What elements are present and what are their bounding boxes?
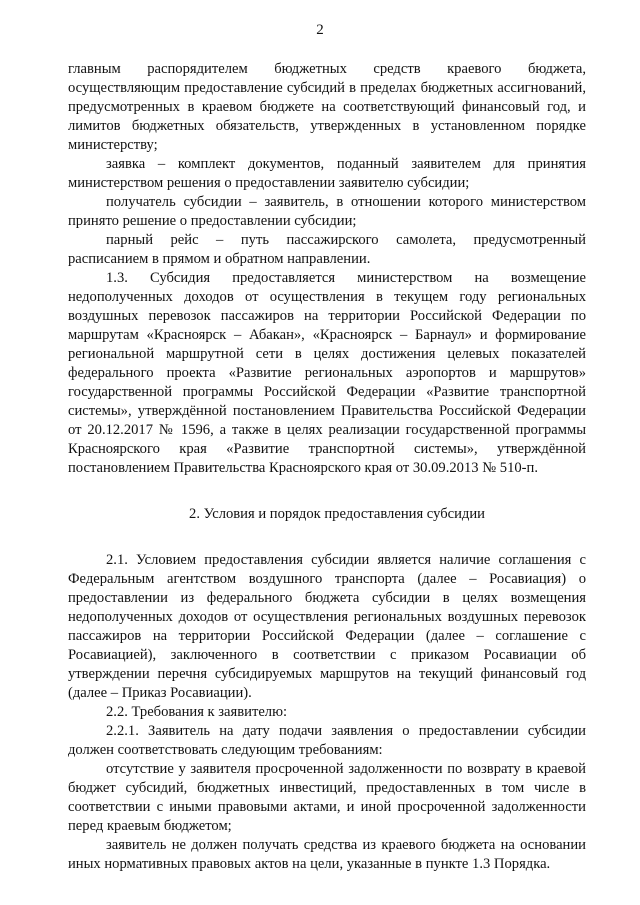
- section-heading: 2. Условия и порядок предоставления субсидии: [189, 506, 485, 522]
- page-number: 2: [316, 22, 324, 38]
- paragraph-requirement-no-other-funds: заявитель не должен получать средства из краевого бюджета на основании иных нормативных правовых актов на цели, указанные в пункте 1.3 Порядка.: [68, 837, 586, 872]
- paragraph-2-1: 2.1. Условием предоставления субсидии является наличие соглашения с Федеральным агентством воздушного транспорта (далее – Росавиация) о предоставлении из федерального бюджета субсидии в целях возмещения недополученных доходов от осуществления региональных воздушных перевозок пассажиров на территории Российской Федерации (далее – соглашение с Росавиацией), заключенного в соответствии с приказом Росавиации об утверждении перечня субсидируемых маршрутов на текущий финансовый год (далее – Приказ Росавиации).: [68, 552, 586, 701]
- paragraph-requirement-no-debt: отсутствие у заявителя просроченной задолженности по возврату в краевой бюджет субсидий, бюджетных инвестиций, предоставленных в том числе в соответствии с иными правовыми актами, и иной просроченной задолженности перед краевым бюджетом;: [68, 761, 586, 834]
- paragraph-recipient-definition: получатель субсидии – заявитель, в отношении которого министерством принято решение о предоставлении субсидии;: [68, 194, 586, 229]
- paragraph-paired-flight-definition: парный рейс – путь пассажирского самолета, предусмотренный расписанием в прямом и обратном направлении.: [68, 232, 586, 267]
- paragraph-1-3: 1.3. Субсидия предоставляется министерством на возмещение недополученных доходов от осуществления в текущем году региональных воздушных перевозок пассажиров на территории Российской Федерации по маршрутам «Красноярск – Абакан», «Красноярск – Барнаул» и формирование региональной маршрутной сети в целях достижения целевых показателей федерального проекта «Развитие региональных аэропортов и маршрутов» государственной программы Российской Федерации «Развитие транспортной системы», утверждённой постановлением Правительства Российской Федерации от 20.12.2017 № 1596, а также в целях реализации государственной программы Красноярского края «Развитие транспортной системы», утверждённой постановлением Правительства Красноярского края от 30.09.2013 № 510-п.: [68, 270, 586, 476]
- paragraph-2-2: 2.2. Требования к заявителю:: [106, 704, 288, 720]
- document-body: [68, 60, 586, 874]
- paragraph-budget-holder: главным распорядителем бюджетных средств краевого бюджета, осуществляющим предоставление субсидий в пределах бюджетных ассигнований, предусмотренных в краевом бюджете на соответствующий финансовый год, и лимитов бюджетных обязательств, утвержденных в установленном порядке министерству;: [68, 61, 586, 153]
- paragraph-application-definition: заявка – комплект документов, поданный заявителем для принятия министерством решения о предоставлении заявителю субсидии;: [68, 156, 586, 191]
- paragraph-2-2-1: 2.2.1. Заявитель на дату подачи заявления о предоставлении субсидии должен соответствовать следующим требованиям:: [68, 723, 586, 758]
